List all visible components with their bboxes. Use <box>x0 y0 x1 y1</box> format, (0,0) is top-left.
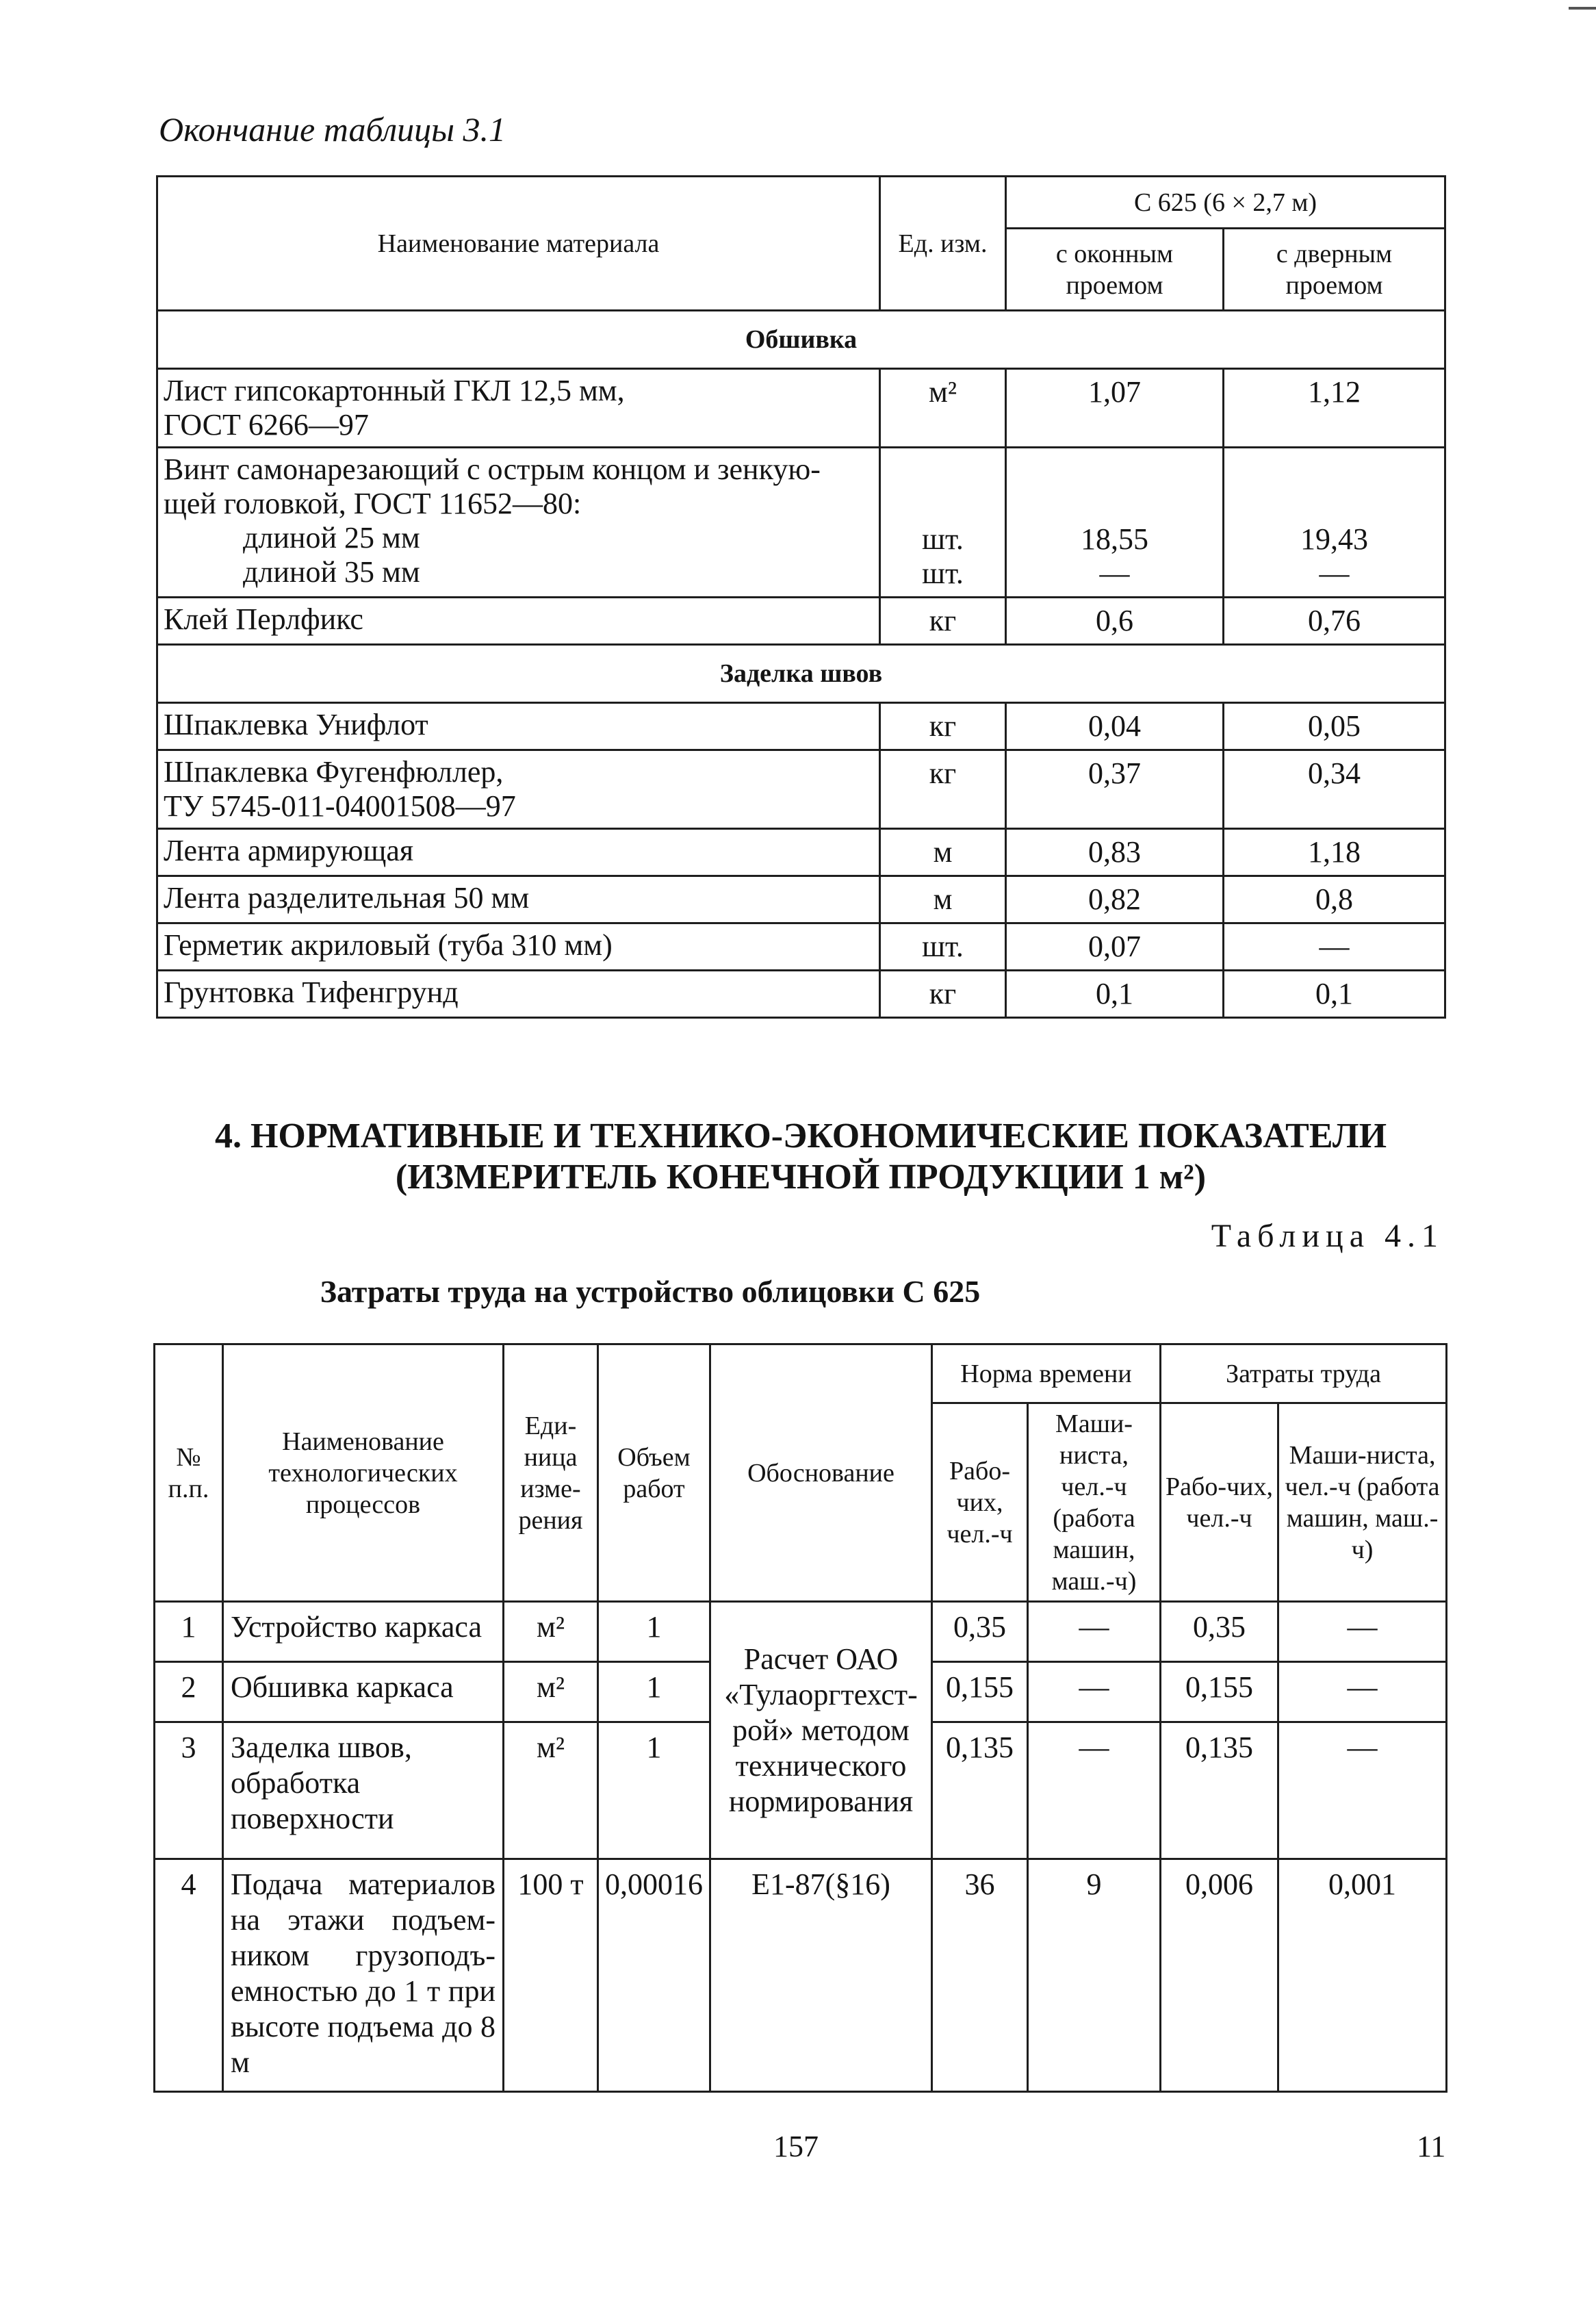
header-door-opening: с дверным проемом <box>1224 229 1445 311</box>
header-unit: Ед. изм. <box>880 177 1006 311</box>
material-name: Лист гипсокартонный ГКЛ 12,5 мм, ГОСТ 6266—97 <box>157 369 880 448</box>
value-window: 1,07 <box>1006 369 1224 448</box>
value-window: 18,55 — <box>1006 448 1224 598</box>
scan-edge-mark <box>1569 7 1596 10</box>
header-volume: Объем работ <box>598 1344 710 1602</box>
value-door: 1,18 <box>1224 829 1445 876</box>
norm-workers: 36 <box>932 1859 1028 2092</box>
value-door: 19,43 — <box>1224 448 1445 598</box>
unit: м² <box>504 1602 598 1662</box>
material-name: Клей Перлфикс <box>157 598 880 645</box>
material-name: Винт самонарезающий с острым концом и зенкую- щей головкой, ГОСТ 11652—80: длиной 25 мм длиной 35 мм <box>157 448 880 598</box>
value-door: 0,05 <box>1224 703 1445 750</box>
material-unit: шт. <box>880 923 1006 971</box>
header-labor-cost: Затраты труда <box>1161 1344 1447 1403</box>
row-number: 1 <box>155 1602 223 1662</box>
value-window: 0,83 <box>1006 829 1224 876</box>
materials-table <box>156 175 1446 1019</box>
header-number: № п.п. <box>155 1344 223 1602</box>
table-continuation-caption: Окончание таблицы 3.1 <box>159 110 506 149</box>
cost-workers: 0,155 <box>1161 1662 1278 1722</box>
header-norm-workers: Рабо-чих, чел.-ч <box>932 1403 1028 1602</box>
value-window: 0,37 <box>1006 750 1224 829</box>
norm-workers: 0,135 <box>932 1722 1028 1859</box>
row-number: 3 <box>155 1722 223 1859</box>
material-unit: кг <box>880 598 1006 645</box>
header-window-opening: с оконным проемом <box>1006 229 1224 311</box>
cost-workers: 0,135 <box>1161 1722 1278 1859</box>
norm-workers: 0,155 <box>932 1662 1028 1722</box>
cost-machinists: — <box>1278 1662 1447 1722</box>
header-basis: Обоснование <box>710 1344 932 1602</box>
value-window: 0,82 <box>1006 876 1224 923</box>
unit: 100 т <box>504 1859 598 2092</box>
norm-workers: 0,35 <box>932 1602 1028 1662</box>
value-door: 0,1 <box>1224 971 1445 1018</box>
table-title: Затраты труда на устройство облицовки С 625 <box>320 1274 981 1309</box>
cost-workers: 0,35 <box>1161 1602 1278 1662</box>
unit: м² <box>504 1722 598 1859</box>
volume: 1 <box>598 1662 710 1722</box>
row-number: 4 <box>155 1859 223 2092</box>
page-number-right: 11 <box>1417 2130 1446 2163</box>
section-sheathing: Обшивка <box>157 311 1445 369</box>
material-name: Грунтовка Тифенгрунд <box>157 971 880 1018</box>
material-unit: кг <box>880 703 1006 750</box>
material-unit: м² <box>880 369 1006 448</box>
process-name: Заделка швов, обработка поверхности <box>223 1722 504 1859</box>
process-name: Обшивка каркаса <box>223 1662 504 1722</box>
value-window: 0,04 <box>1006 703 1224 750</box>
material-unit: кг <box>880 971 1006 1018</box>
volume: 0,00016 <box>598 1859 710 2092</box>
material-unit: м <box>880 829 1006 876</box>
value-door: 0,8 <box>1224 876 1445 923</box>
cost-machinists: — <box>1278 1602 1447 1662</box>
header-material-name: Наименование материала <box>157 177 880 311</box>
labor-costs-table <box>153 1343 1447 2093</box>
process-name: Устройство каркаса <box>223 1602 504 1662</box>
section-joint-sealing: Заделка швов <box>157 645 1445 703</box>
header-unit: Еди-ница изме-рения <box>504 1344 598 1602</box>
material-name: Шпаклевка Унифлот <box>157 703 880 750</box>
material-name: Шпаклевка Фугенфюллер, ТУ 5745-011-04001508—97 <box>157 750 880 829</box>
basis-calculation: Расчет ОАО «Тулаоргтехст-рой» методом технического нормирования <box>710 1602 932 1859</box>
material-unit: шт. шт. <box>880 448 1006 598</box>
header-cost-machinists: Маши-ниста, чел.-ч (работа машин, маш.-ч) <box>1278 1403 1447 1602</box>
basis: Е1-87(§16) <box>710 1859 932 2092</box>
header-norm-machinists: Маши-ниста, чел.-ч (работа машин, маш.-ч) <box>1028 1403 1161 1602</box>
material-name: Лента армирующая <box>157 829 880 876</box>
cost-machinists: 0,001 <box>1278 1859 1447 2092</box>
material-unit: кг <box>880 750 1006 829</box>
header-time-norm: Норма времени <box>932 1344 1161 1403</box>
unit: м² <box>504 1662 598 1722</box>
value-window: 0,07 <box>1006 923 1224 971</box>
header-c625: С 625 (6 × 2,7 м) <box>1006 177 1445 229</box>
norm-machinists: — <box>1028 1602 1161 1662</box>
header-process: Наименование технологических процессов <box>223 1344 504 1602</box>
norm-machinists: — <box>1028 1722 1161 1859</box>
page-number-center: 157 <box>773 2130 819 2163</box>
value-window: 0,6 <box>1006 598 1224 645</box>
material-unit: м <box>880 876 1006 923</box>
table-label: Таблица 4.1 <box>1211 1218 1444 1254</box>
cost-machinists: — <box>1278 1722 1447 1859</box>
value-door: 0,34 <box>1224 750 1445 829</box>
value-door: 1,12 <box>1224 369 1445 448</box>
volume: 1 <box>598 1722 710 1859</box>
value-window: 0,1 <box>1006 971 1224 1018</box>
norm-machinists: 9 <box>1028 1859 1161 2092</box>
row-number: 2 <box>155 1662 223 1722</box>
cost-workers: 0,006 <box>1161 1859 1278 2092</box>
process-name: Подача материалов на этажи подъем-ником грузоподъ-емностью до 1 т при высоте подъема до 8 м <box>223 1859 504 2092</box>
value-door: — <box>1224 923 1445 971</box>
header-cost-workers: Рабо-чих, чел.-ч <box>1161 1403 1278 1602</box>
volume: 1 <box>598 1602 710 1662</box>
material-name: Лента разделительная 50 мм <box>157 876 880 923</box>
section-heading: 4. НОРМАТИВНЫЕ И ТЕХНИКО-ЭКОНОМИЧЕСКИЕ ПОКАЗАТЕЛИ (ИЗМЕРИТЕЛЬ КОНЕЧНОЙ ПРОДУКЦИИ 1 м²) <box>214 1117 1387 1197</box>
material-name: Герметик акриловый (туба 310 мм) <box>157 923 880 971</box>
value-door: 0,76 <box>1224 598 1445 645</box>
norm-machinists: — <box>1028 1662 1161 1722</box>
